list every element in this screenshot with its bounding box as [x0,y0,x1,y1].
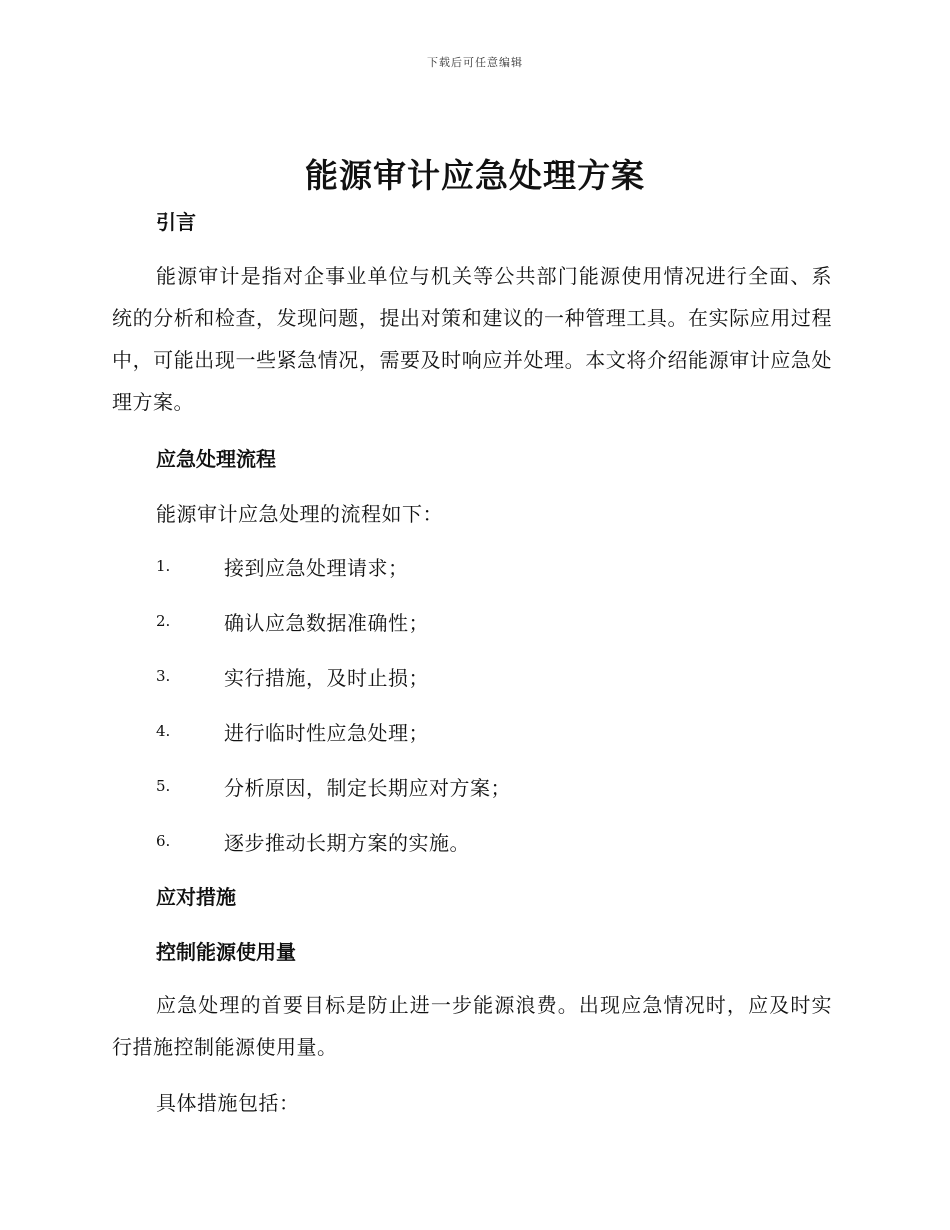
list-number: 2. [156,612,171,630]
list-item [156,826,836,856]
list-item [156,771,836,801]
header-note: 下载后可任意编辑 [427,56,523,69]
section-heading-control: 控制能源使用量 [156,940,296,964]
process-intro: 能源审计应急处理的流程如下： [156,502,443,526]
section-heading-measures: 应对措施 [156,885,236,909]
control-paragraph: 应急处理的首要目标是防止进一步能源浪费。出现应急情况时，应及时实行措施控制能源使用量。 [112,993,832,1059]
list-number: 1. [156,557,171,575]
intro-paragraph: 能源审计是指对企事业单位与机关等公共部门能源使用情况进行全面、系统的分析和检查，发现问题，提出对策和建议的一种管理工具。在实际应用过程中，可能出现一些紧急情况，需要及时响应并处理。本文将介绍能源审计应急处理方案。 [112,264,832,414]
list-text: 逐步推动长期方案的实施。 [224,830,470,855]
section-heading-intro: 引言 [156,210,196,234]
list-item [156,551,836,581]
list-text: 接到应急处理请求； [224,555,409,580]
list-item [156,661,836,691]
list-number: 6. [156,832,171,850]
list-text: 实行措施，及时止损； [224,665,429,690]
list-number: 4. [156,722,171,740]
list-text: 进行临时性应急处理； [224,720,429,745]
list-item [156,606,836,636]
specific-measures-text: 具体措施包括： [156,1091,300,1115]
list-item [156,716,836,746]
section-heading-process: 应急处理流程 [156,447,276,471]
list-number: 3. [156,667,171,685]
document-title: 能源审计应急处理方案 [305,156,645,195]
list-text: 分析原因，制定长期应对方案； [224,775,511,800]
list-text: 确认应急数据准确性； [224,610,429,635]
list-number: 5. [156,777,171,795]
